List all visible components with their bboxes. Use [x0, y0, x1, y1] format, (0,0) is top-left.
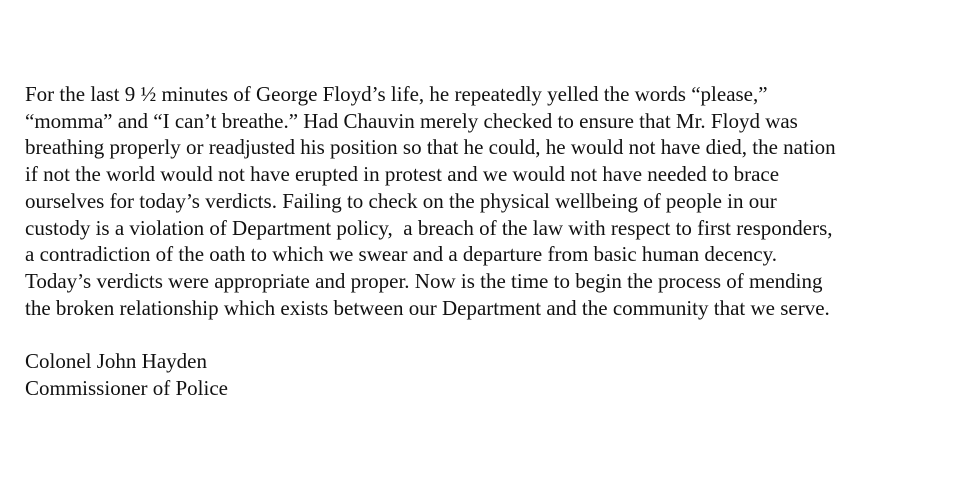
- statement-paragraph: [25, 81, 965, 321]
- paragraph-line-4: if not the world would not have erupted in protest and we would not have needed to brace: [25, 162, 780, 187]
- paragraph-spacer: [25, 321, 965, 348]
- signatory-title: Commissioner of Police: [25, 375, 228, 400]
- signatory-name: Colonel John Hayden: [25, 349, 207, 374]
- paragraph-line-6: custody is a violation of Department policy, a breach of the law with respect to first responders,: [25, 215, 833, 240]
- paragraph-line-5: ourselves for today’s verdicts. Failing to check on the physical wellbeing of people in our: [25, 188, 777, 213]
- paragraph-line-1: For the last 9 ½ minutes of George Floyd’s life, he repeatedly yelled the words “please,”: [25, 82, 768, 106]
- paragraph-line-9: the broken relationship which exists between our Department and the community that we serve.: [25, 295, 830, 320]
- paragraph-line-7: a contradiction of the oath to which we swear and a departure from basic human decency.: [25, 242, 778, 267]
- paragraph-line-8: Today’s verdicts were appropriate and proper. Now is the time to begin the process of mending: [25, 268, 823, 293]
- paragraph-line-2: “momma” and “I can’t breathe.” Had Chauvin merely checked to ensure that Mr. Floyd was: [25, 108, 798, 133]
- signature-block: [25, 348, 965, 401]
- statement-document: [25, 81, 965, 401]
- paragraph-line-3: breathing properly or readjusted his position so that he could, he would not have died, the nation: [25, 135, 836, 160]
